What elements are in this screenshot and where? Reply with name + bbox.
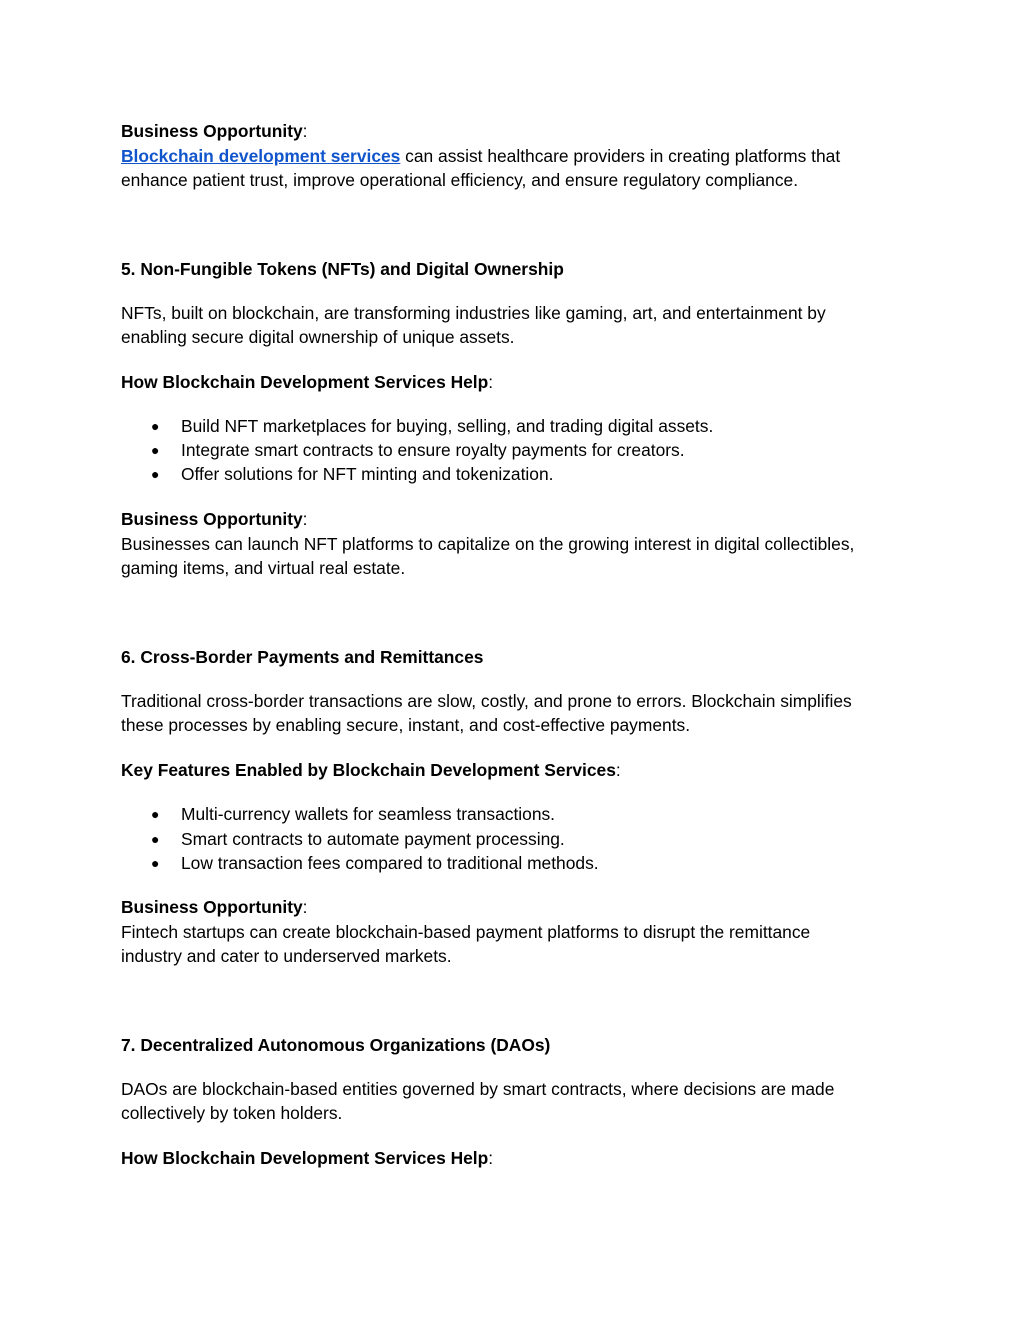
colon: :	[615, 760, 621, 780]
list-item: Smart contracts to automate payment processing.	[181, 829, 565, 849]
bullet-icon: ●	[151, 806, 160, 822]
business-opportunity-label: Business Opportunity	[121, 121, 303, 141]
opportunity-text-line: enhance patient trust, improve operational efficiency, and ensure regulatory compliance.	[121, 170, 799, 190]
paragraph-line: NFTs, built on blockchain, are transforming industries like gaming, art, and entertainment by	[121, 303, 826, 323]
bullet-icon: ●	[151, 466, 160, 482]
section-heading: 5. Non-Fungible Tokens (NFTs) and Digital Ownership	[121, 259, 564, 279]
section-heading: 7. Decentralized Autonomous Organizations (DAOs)	[121, 1035, 551, 1055]
subheading-label: Key Features Enabled by Blockchain Development Services	[121, 760, 616, 780]
business-opportunity-line	[121, 895, 308, 919]
list-item: Build NFT marketplaces for buying, selling, and trading digital assets.	[181, 416, 714, 436]
business-opportunity-label: Business Opportunity	[121, 897, 303, 917]
business-opportunity-line	[121, 119, 308, 143]
section-heading: 6. Cross-Border Payments and Remittances	[121, 647, 484, 667]
paragraph-line: enabling secure digital ownership of unique assets.	[121, 327, 515, 347]
opportunity-text-line: industry and cater to underserved markets.	[121, 946, 452, 966]
paragraph-line: DAOs are blockchain-based entities governed by smart contracts, where decisions are made	[121, 1079, 835, 1099]
list-item: Multi-currency wallets for seamless transactions.	[181, 804, 556, 824]
subheading-line	[121, 370, 493, 394]
list-item: Offer solutions for NFT minting and tokenization.	[181, 464, 554, 484]
blockchain-development-services-link[interactable]: Blockchain development services	[121, 146, 401, 166]
list-item: Low transaction fees compared to traditional methods.	[181, 853, 599, 873]
bullet-icon: ●	[151, 831, 160, 847]
opportunity-text-line: gaming items, and virtual real estate.	[121, 558, 406, 578]
opportunity-text-line: Businesses can launch NFT platforms to capitalize on the growing interest in digital collectibles,	[121, 534, 855, 554]
colon: :	[302, 121, 308, 141]
subheading-label: How Blockchain Development Services Help	[121, 372, 489, 392]
colon: :	[302, 897, 308, 917]
list-item: Integrate smart contracts to ensure royalty payments for creators.	[181, 440, 685, 460]
paragraph-line: collectively by token holders.	[121, 1103, 343, 1123]
opportunity-text: can assist healthcare providers in creating platforms that	[400, 146, 841, 166]
colon: :	[302, 509, 308, 529]
colon: :	[488, 372, 494, 392]
bullet-icon: ●	[151, 442, 160, 458]
paragraph-line: these processes by enabling secure, instant, and cost-effective payments.	[121, 715, 691, 735]
bullet-icon: ●	[151, 418, 160, 434]
subheading-label: How Blockchain Development Services Help	[121, 1148, 489, 1168]
business-opportunity-line	[121, 507, 308, 531]
business-opportunity-label: Business Opportunity	[121, 509, 303, 529]
subheading-line	[121, 758, 621, 782]
paragraph-line: Traditional cross-border transactions are slow, costly, and prone to errors. Blockchain simplifies	[121, 691, 852, 711]
colon: :	[488, 1148, 494, 1168]
opportunity-text-line	[121, 144, 840, 168]
subheading-line	[121, 1146, 493, 1170]
bullet-icon: ●	[151, 855, 160, 871]
opportunity-text-line: Fintech startups can create blockchain-based payment platforms to disrupt the remittance	[121, 922, 811, 942]
